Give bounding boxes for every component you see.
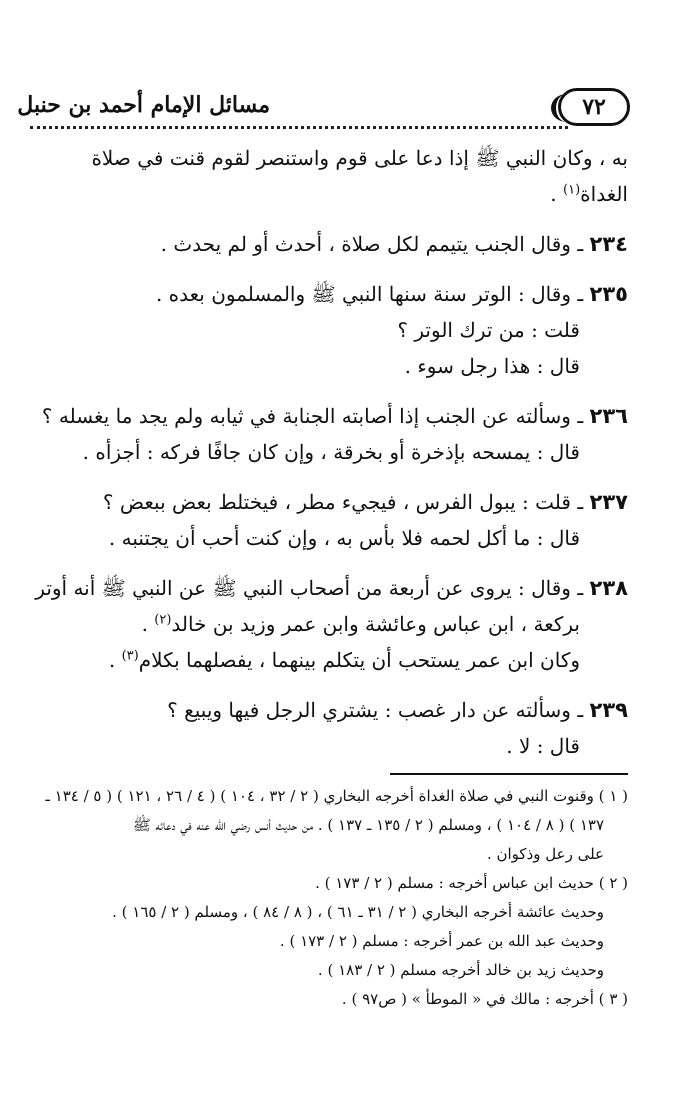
entry-number: ٢٣٨ — [589, 576, 628, 600]
main-text — [34, 140, 628, 764]
footnote-1-line3: على رعل وذكوان . — [486, 845, 604, 863]
footnote-3-line1: ( ٣ ) أخرجه : مالك في « الموطأ » ( ص٩٧ ) . — [341, 990, 628, 1008]
entry-number: ٢٣٥ — [589, 282, 628, 306]
page-number-badge — [558, 88, 630, 126]
footnotes — [34, 782, 628, 1014]
entry-237-answer: قال : ما أكل لحمه فلا بأس به ، وإن كنت أحب أن يجتنبه . — [108, 526, 580, 550]
entry-237: ٢٣٧ ـ قلت : يبول الفرس ، فيجيء مطر ، فيختلط بعض ببعض ؟ — [102, 490, 628, 514]
header-dotted-rule — [30, 126, 568, 129]
entry-235: ٢٣٥ ـ وقال : الوتر سنة سنها النبي ﷺ والمسلمون بعده . — [155, 282, 628, 306]
entry-number: ٢٣٧ — [589, 490, 628, 514]
entry-239: ٢٣٩ ـ وسألته عن دار غصب : يشتري الرجل فيها ويبيع ؟ — [167, 698, 628, 722]
entry-238-line3: وكان ابن عمر يستحب أن يتكلم بينهما ، يفصلهما بكلام$^{(٣)}$ . — [108, 648, 580, 672]
entry-234: ٢٣٤ ـ وقال الجنب يتيمم لكل صلاة ، أحدث أو لم يحدث . — [160, 232, 628, 256]
footnote-1-line2: ١٣٧ ) ( ٨ / ١٠٤ ) ، ومسلم ( ٢ / ١٣٥ ـ ١٣٧ ) . من حديث أنس رضي الله عنه في دعائه ﷺ — [132, 816, 604, 834]
page-number: ٧٢ — [582, 94, 606, 120]
entry-236-answer: قال : يمسحه بإذخرة أو بخرقة ، وإن كان جافًا فركه : أجزأه . — [82, 440, 580, 464]
running-title: مسائل الإمام أحمد بن حنبل — [17, 92, 270, 118]
entry-239-answer: قال : لا . — [506, 734, 580, 758]
entry-number: ٢٣٩ — [589, 698, 628, 722]
continued-paragraph: به ، وكان النبي ﷺ إذا دعا على قوم واستنصر لقوم قنت في صلاة الغداة$^{(١)}$ . — [91, 146, 628, 206]
footnote-ref-1: (١) — [563, 182, 581, 198]
footnote-2-line2: وحديث عائشة أخرجه البخاري ( ٢ / ٣١ ـ ٦١ ) ، ( ٨ / ٨٤ ) ، ومسلم ( ٢ / ١٦٥ ) . — [112, 903, 604, 921]
footnote-1-line1: ( ١ ) وقنوت النبي في صلاة الغداة أخرجه البخاري ( ٢ / ٣٢ ، ١٠٤ ) ( ٤ / ٢٦ ، ١٢١ ) ( ٥ / ١٣٤ ـ — [45, 787, 628, 805]
entry-238: ٢٣٨ ـ وقال : يروى عن أربعة من أصحاب النبي ﷺ عن النبي ﷺ أنه أوتر — [35, 576, 628, 600]
footnote-separator — [390, 773, 628, 775]
entry-235-answer: قال : هذا رجل سوء . — [404, 354, 580, 378]
entry-number: ٢٣٦ — [589, 404, 628, 428]
entry-number: ٢٣٤ — [589, 232, 628, 256]
footnote-ref-3: (٣) — [121, 648, 139, 664]
footnote-ref-2: (٢) — [154, 612, 172, 628]
page-header — [17, 84, 630, 132]
entry-238-line2: بركعة ، ابن عباس وعائشة وابن عمر وزيد بن خالد$^{(٢)}$ . — [141, 612, 580, 636]
entry-236: ٢٣٦ ـ وسألته عن الجنب إذا أصابته الجنابة في ثيابه ولم يجد ما يغسله ؟ — [41, 404, 628, 428]
entry-235-question: قلت : من ترك الوتر ؟ — [397, 318, 580, 342]
footnote-2-line3: وحديث عبد الله بن عمر أخرجه : مسلم ( ٢ / ١٧٣ ) . — [279, 932, 604, 950]
footnote-2-line4: وحديث زيد بن خالد أخرجه مسلم ( ٢ / ١٨٣ ) . — [317, 961, 604, 979]
footnote-2-line1: ( ٢ ) حديث ابن عباس أخرجه : مسلم ( ٢ / ١٧٣ ) . — [315, 874, 628, 892]
